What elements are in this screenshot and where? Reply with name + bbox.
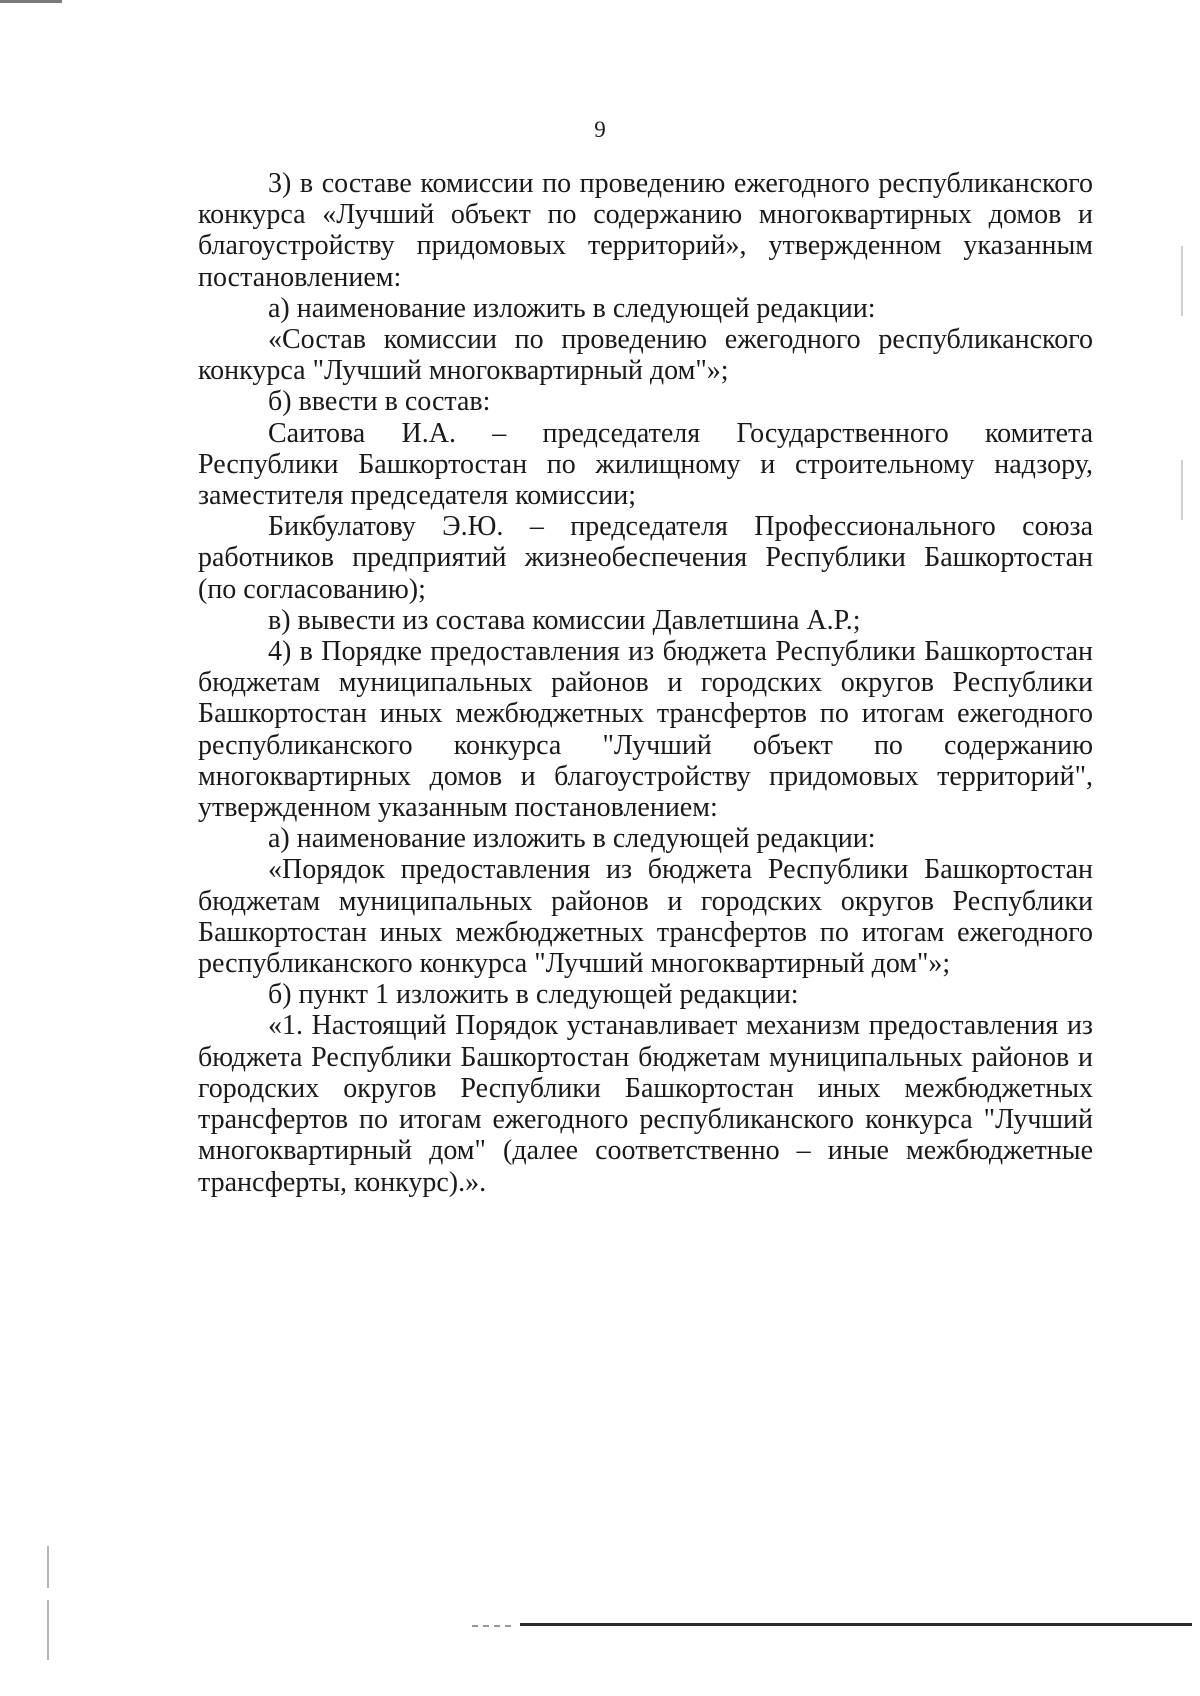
scan-artifact-dashes	[472, 1625, 512, 1627]
paragraph-member-saitov: Саитова И.А. – председателя Государственного комитета Республики Башкортостан по жилищному и строительному надзору, заместителя председателя комиссии;	[198, 417, 1093, 512]
scan-artifact-line	[1181, 246, 1183, 316]
document-body	[198, 168, 1093, 1198]
paragraph-rename-instruction: а) наименование изложить в следующей редакции:	[268, 292, 876, 324]
paragraph-item-1-text: «1. Настоящий Порядок устанавливает механизм предоставления из бюджета Республики Башкортостан бюджетам муниципальных районов и городских округов Республики Башкортостан иных межбюджетных трансфертов по итогам ежегодного республиканского конкурса "Лучший многоквартирный дом" (далее соответственно – иные межбюджетные трансферты, конкурс).».	[198, 1010, 1093, 1198]
paragraph-add-members: б) ввести в состав:	[268, 386, 491, 418]
scan-artifact-line	[1181, 460, 1183, 520]
page-number: 9	[594, 117, 606, 142]
paragraph-new-procedure-title: «Порядок предоставления из бюджета Республики Башкортостан бюджетам муниципальных районов и городских округов Республики Башкортостан иных межбюджетных трансфертов по итогам ежегодного республиканского конкурса "Лучший многоквартирный дом"»;	[198, 854, 1093, 980]
paragraph-new-commission-title: «Состав комиссии по проведению ежегодного республиканского конкурса "Лучший многоквартирный дом"»;	[198, 324, 1093, 387]
scan-edge-mark	[0, 0, 62, 3]
scan-artifact-bottom-line	[520, 1623, 1192, 1626]
paragraph-item-1-instruction: б) пункт 1 изложить в следующей редакции:	[268, 979, 799, 1011]
paragraph-member-bikbulatova: Бикбулатову Э.Ю. – председателя Профессионального союза работников предприятий жизнеобеспечения Республики Башкортостан (по согласованию);	[198, 511, 1093, 605]
paragraph-commission-composition: 3) в составе комиссии по проведению ежегодного республиканского конкурса «Лучший объект по содержанию многоквартирных домов и благоустройству придомовых территорий», утвержденном указанным постановлением:	[198, 168, 1093, 293]
paragraph-remove-member: в) вывести из состава комиссии Давлетшина А.Р.;	[268, 604, 861, 636]
scan-artifact-line	[47, 1546, 49, 1588]
scan-artifact-line	[47, 1600, 49, 1660]
paragraph-rename-instruction-2: а) наименование изложить в следующей редакции:	[268, 823, 876, 855]
paragraph-procedure-amendment: 4) в Порядке предоставления из бюджета Республики Башкортостан бюджетам муниципальных районов и городских округов Республики Башкортостан иных межбюджетных трансфертов по итогам ежегодного республиканского конкурса "Лучший объект по содержанию многоквартирных домов и благоустройству придомовых территорий", утвержденном указанным постановлением:	[198, 636, 1093, 824]
